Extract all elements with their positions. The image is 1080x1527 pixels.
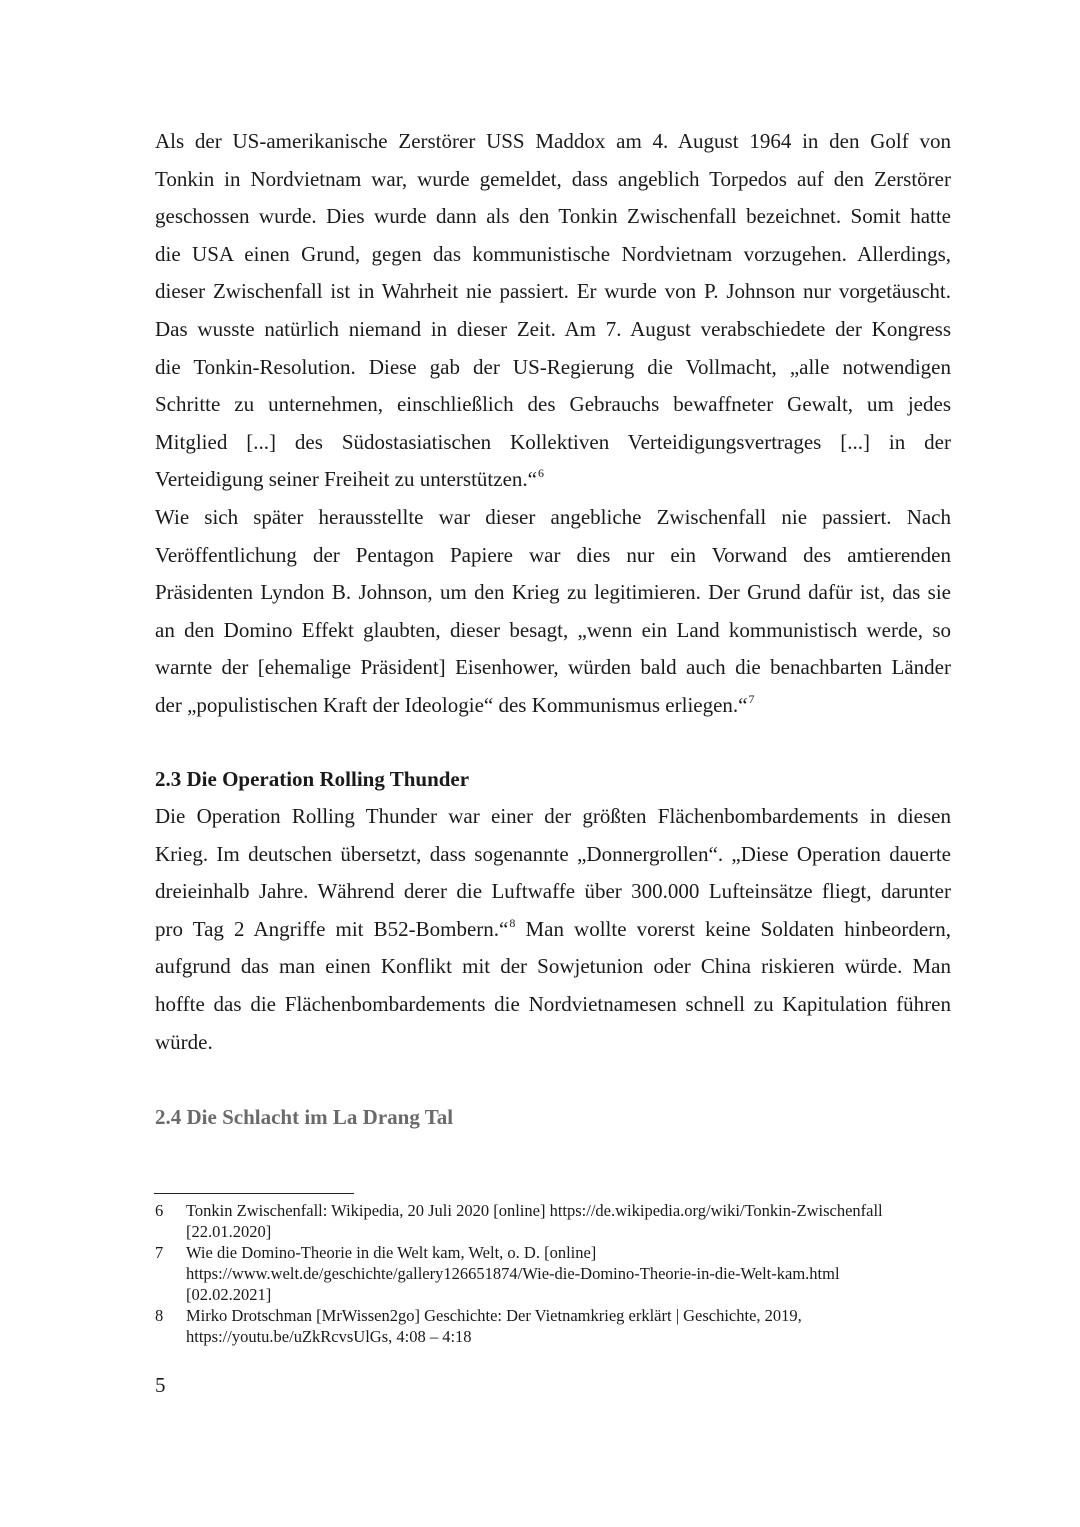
footnote [155,1200,955,1242]
footnote-number: 8 [155,1306,164,1325]
text-line: die Tonkin-Resolution. Diese gab der US-Regierung die Vollmacht, „alle notwendigen [155,354,951,379]
footnote-text: Mirko Drotschman [MrWissen2go] Geschichte: Der Vietnamkrieg erklärt | Geschichte, 2019, [186,1306,802,1325]
text-line [155,687,951,725]
text-line: Die Operation Rolling Thunder war einer der größten Flächenbombardements in diesen [155,804,951,828]
text-line: warnte der [ehemalige Präsident] Eisenhower, würden bald auch die benachbarten Länder [155,655,951,680]
page-number: 5 [155,1373,166,1397]
footnote-ref-6[interactable]: 6 [537,466,544,481]
text-line-content: der „populistischen Kraft der Ideologie“ des Kommunismus erliegen.“ [155,692,748,717]
footnote-separator [154,1193,354,1194]
section-heading: 2.4 Die Schlacht im La Drang Tal [155,1105,454,1129]
footnote-text: [02.02.2021] [186,1285,272,1304]
section-2-3 [155,764,951,1061]
footnote-link[interactable]: https://www.welt.de/geschichte/gallery126651874/Wie-die-Domino-Theorie-in-die-Welt-kam.html [186,1264,840,1283]
text-line: würde. [155,1029,213,1054]
paragraph-tonkin [155,123,951,725]
text-line-content: Verteidigung seiner Freiheit zu unterstützen.“ [155,467,537,492]
text-line: an den Domino Effekt glaubten, dieser besagt, „wenn ein Land kommunistisch werde, so [155,617,951,642]
text-line: geschossen wurde. Dies wurde dann als den Tonkin Zwischenfall bezeichnet. Somit hatte [155,204,951,229]
footnote [155,1242,955,1305]
text-line: Präsidenten Lyndon B. Johnson, um den Krieg zu legitimieren. Der Grund dafür ist, das sie [155,580,951,605]
footnote [155,1305,955,1347]
text-line-content: Man wollte vorerst keine Soldaten hinbeordern, [515,916,951,941]
text-line: Als der US-amerikanische Zerstörer USS Maddox am 4. August 1964 in den Golf von [155,129,951,153]
paragraph-domino [155,499,951,725]
footnote-text: Wie die Domino-Theorie in die Welt kam, Welt, o. D. [online] [186,1243,597,1262]
text-line: Schritte zu unternehmen, einschließlich des Gebrauchs bewaffneter Gewalt, um jedes [155,392,951,417]
footnotes [155,1200,955,1347]
text-line: dieser Zwischenfall ist in Wahrheit nie passiert. Er wurde von P. Johnson nur vorgetäuscht. [155,279,951,304]
text-line: Veröffentlichung der Pentagon Papiere war dies nur ein Vorwand des amtierenden [155,542,951,567]
text-line [155,461,951,499]
section-2-4 [155,1102,951,1132]
text-line: dreieinhalb Jahre. Während derer die Luftwaffe über 300.000 Lufteinsätze fliegt, darunter [155,879,951,904]
text-line: Das wusste natürlich niemand in dieser Zeit. Am 7. August verabschiedete der Kongress [155,316,951,341]
text-line: Krieg. Im deutschen übersetzt, dass sogenannte „Donnergrollen“. „Diese Operation dauerte [155,841,951,866]
footnote-number: 6 [155,1201,164,1220]
text-line: hoffte das die Flächenbombardements die Nordvietnamesen schnell zu Kapitulation führen [155,991,951,1016]
text-line: Mitglied [...] des Südostasiatischen Kollektiven Verteidigungsvertrages [...] in der [155,429,951,454]
text-line: die USA einen Grund, gegen das kommunistische Nordvietnam vorzugehen. Allerdings, [155,241,951,266]
footnote-ref-7[interactable]: 7 [748,691,755,706]
text-line-content: pro Tag 2 Angriffe mit B52-Bombern.“ [155,916,509,941]
footnote-text: [22.01.2020] [186,1222,272,1241]
footnote-number: 7 [155,1243,164,1262]
text-line: Tonkin in Nordvietnam war, wurde gemeldet, dass angeblich Torpedos auf den Zerstörer [155,166,951,191]
footnote-text[interactable]: Tonkin Zwischenfall: Wikipedia, 20 Juli 2020 [online] https://de.wikipedia.org/wiki/Tonkin-Zwischenfall [186,1201,883,1220]
footnote-ref-8[interactable]: 8 [509,915,516,930]
text-line: aufgrund das man einen Konflikt mit der Sowjetunion oder China riskieren würde. Man [155,954,951,979]
footnote-link[interactable]: https://youtu.be/uZkRcvsUlGs, 4:08 – 4:18 [186,1327,472,1346]
section-heading: 2.3 Die Operation Rolling Thunder [155,767,470,791]
text-line: Wie sich später herausstellte war dieser angebliche Zwischenfall nie passiert. Nach [155,504,951,529]
text-line [155,911,951,949]
